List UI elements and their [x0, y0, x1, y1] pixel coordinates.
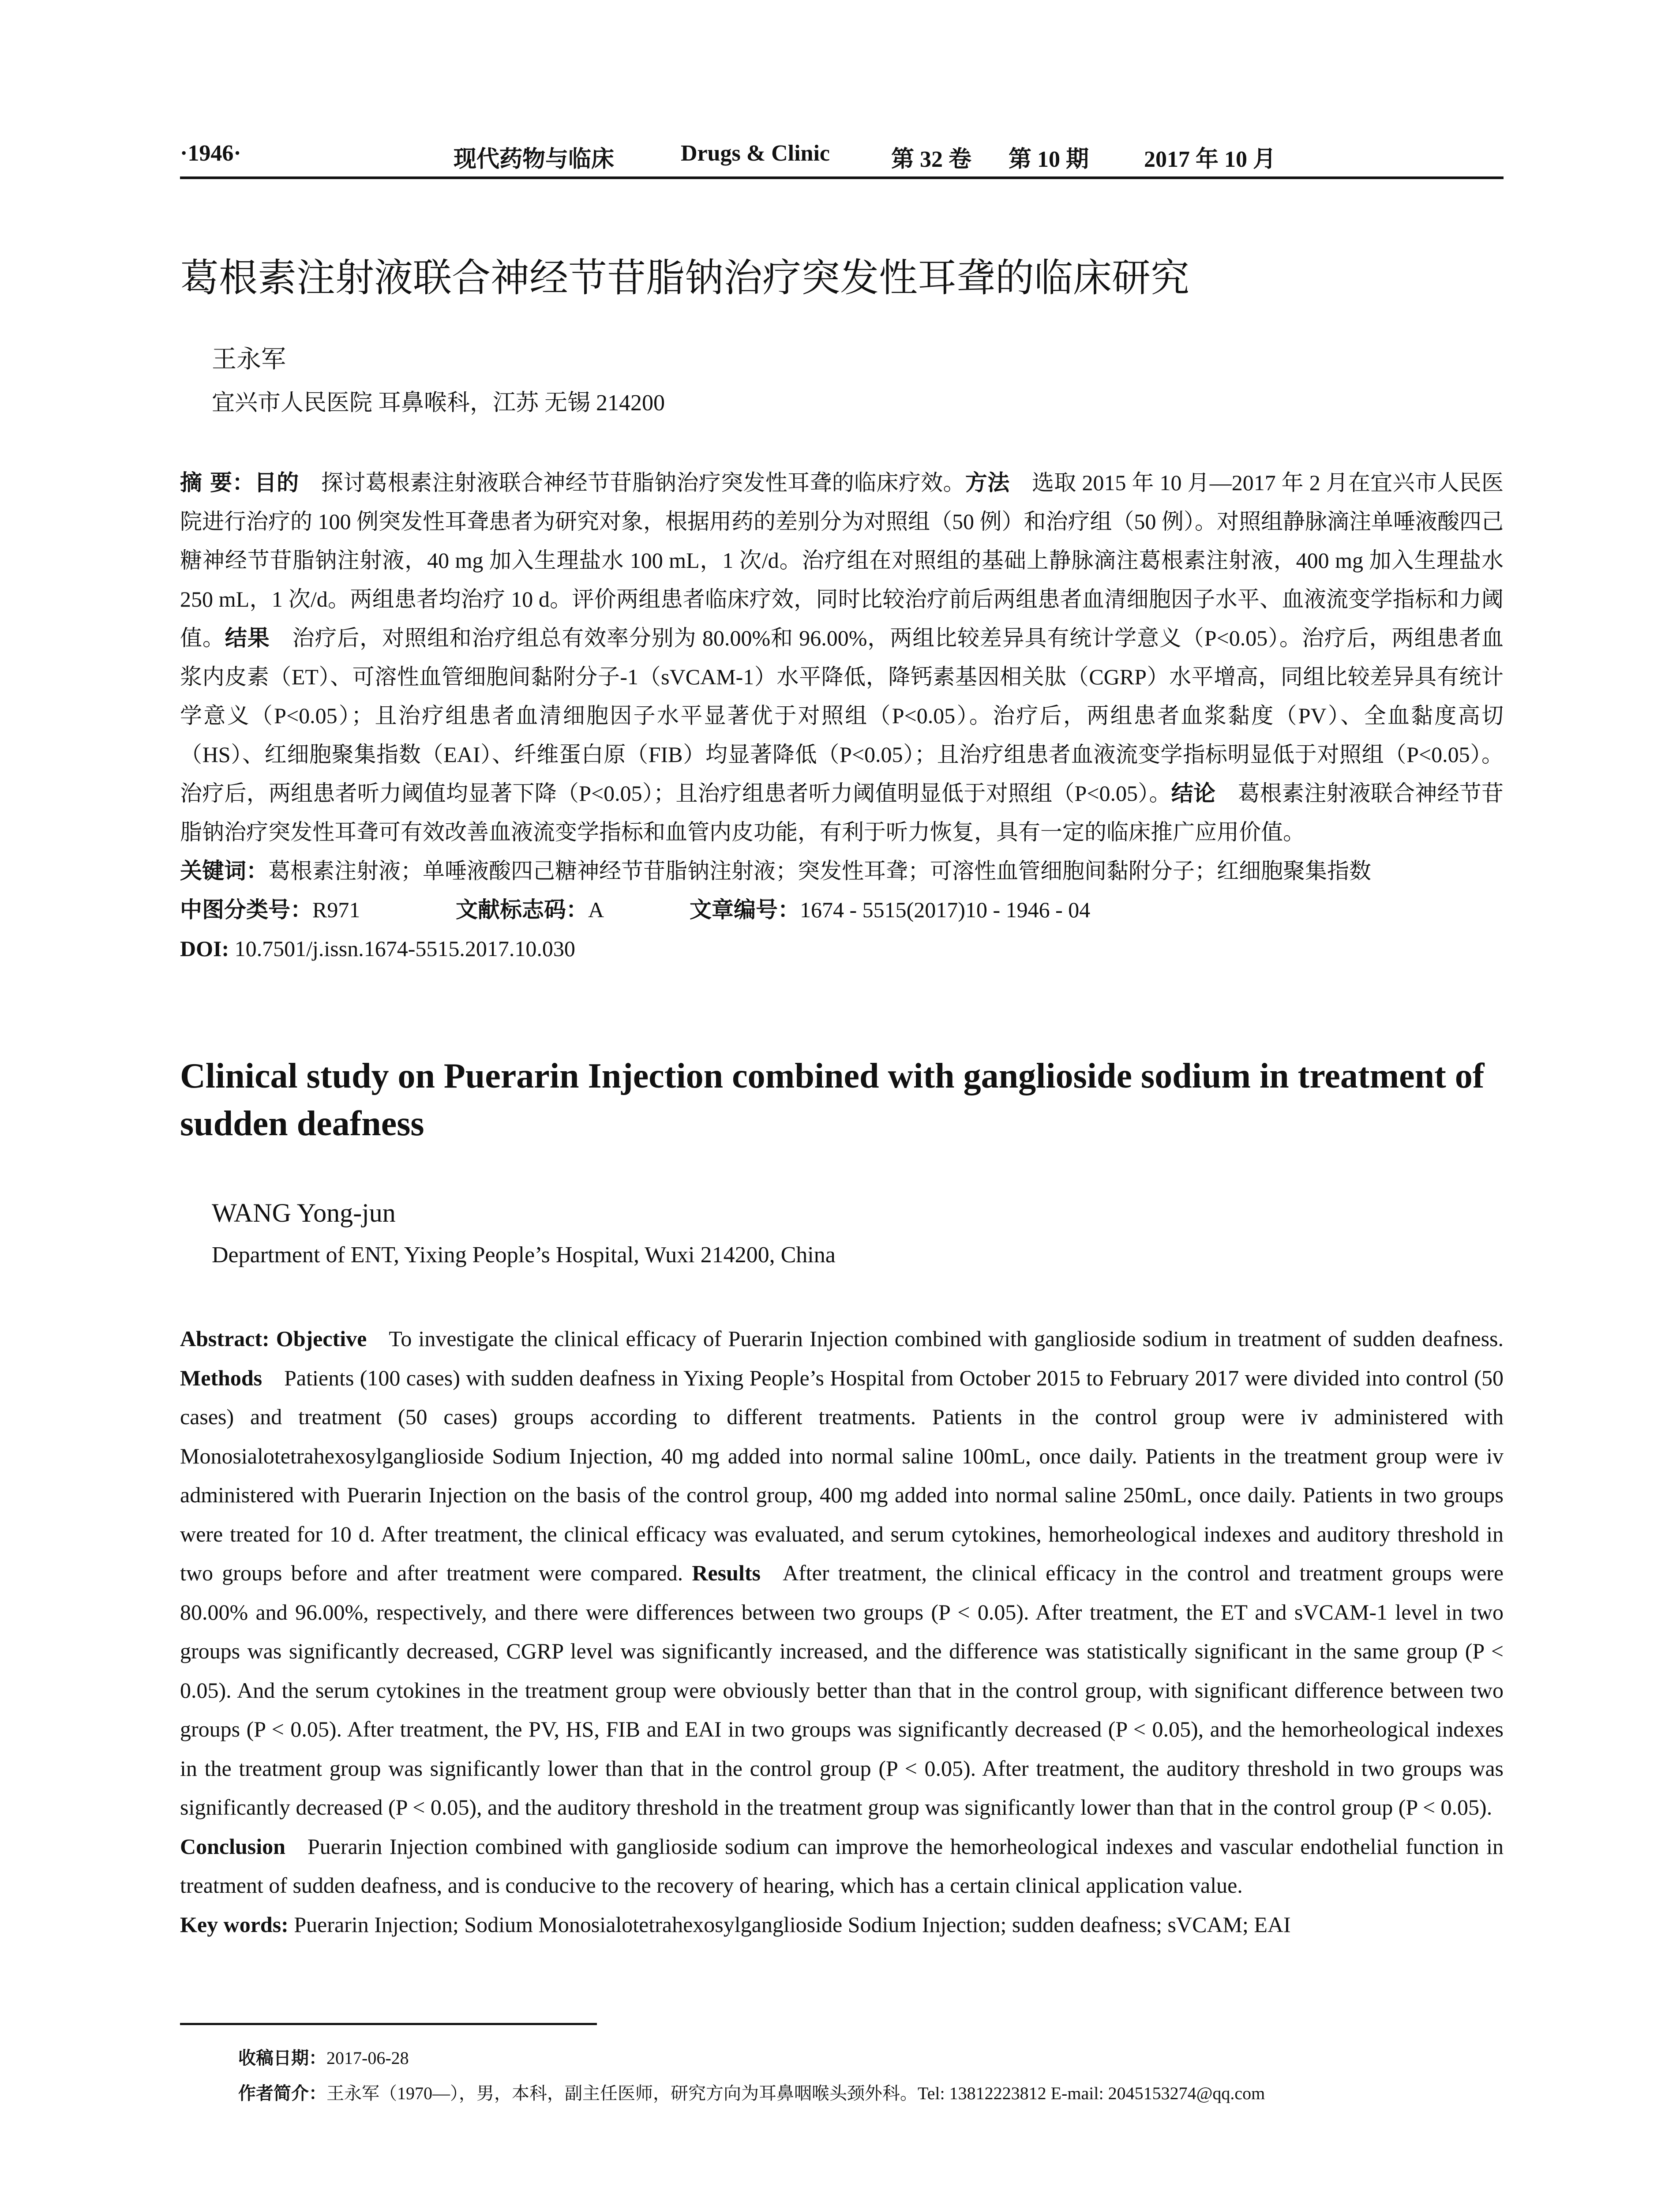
- volume: 第 32 卷: [891, 147, 972, 172]
- received-date: [238, 2041, 1265, 2076]
- en-title: Clinical study on Puerarin Injection combined with ganglioside sodium in treatment of sudden deafness: [180, 1057, 1485, 1143]
- doccode-value: A: [588, 897, 604, 922]
- cn-results-text: 治疗后，对照组和治疗组总有效率分别为 80.00%和 96.00%，两组比较差异具有统计学意义（P<0.05）。治疗后，两组患者血浆内皮素（ET）、可溶性血管细胞间黏附分子-1（sVCAM-1）水平降低，降钙素基因相关肽（CGRP）水平增高，同组比较差异具有统计学意义（P<0.05）；且治疗组患者血清细胞因子水平显著优于对照组（P<0.05）。治疗后，两组患者血浆黏度（PV）、全血黏度高切（HS）、红细胞聚集指数（EAI）、纤维蛋白原（FIB）均显著降低（P<0.05）；且治疗组患者血液流变学指标明显低于对照组（P<0.05）。治疗后，两组患者听力阈值均显著下降（P<0.05）；且治疗组患者听力阈值明显低于对照组（P<0.05）。: [180, 626, 1504, 806]
- en-conclusion-label: Conclusion: [180, 1834, 285, 1859]
- cn-keywords-text: 葛根素注射液；单唾液酸四己糖神经节苷脂钠注射液；突发性耳聋；可溶性血管细胞间黏附分子；红细胞聚集指数: [268, 859, 1371, 883]
- journal-title-cn: 现代药物与临床: [454, 146, 615, 173]
- cn-objective-text: 探讨葛根素注射液联合神经节苷脂钠治疗突发性耳聋的临床疗效。: [321, 470, 965, 495]
- en-results-text: After treatment, the clinical efficacy in the control and treatment groups were 80.00% and 96.00%, respectively, and there were differences between two groups (P < 0.05). After treatment, the ET and sVCAM-1 level in two groups was significantly decreased, CGRP level was significantly increased, and the difference was statistically significant in the same group (P < 0.05). And the serum cytokines in the treatment group were obviously better than that in the control group, with significant difference between two groups (P < 0.05). After treatment, the PV, HS, FIB and EAI in two groups was significantly decreased (P < 0.05), and the hemorheological indexes in the treatment group was significantly lower than that in the control group (P < 0.05). After treatment, the auditory threshold in two groups was significantly decreased (P < 0.05), and the auditory threshold in the treatment group was significantly lower than that in the control group (P < 0.05).: [180, 1561, 1504, 1820]
- clc-label: 中图分类号：: [180, 897, 312, 923]
- doccode-label: 文献标志码：: [456, 897, 588, 923]
- cn-abstract-block: [180, 463, 1504, 968]
- cn-conclusion-text: 葛根素注射液联合神经节苷脂钠治疗突发性耳聋可有效改善血液流变学指标和血管内皮功能，有利于听力恢复，具有一定的临床推广应用价值。: [180, 781, 1504, 844]
- en-objective-text: To investigate the clinical efficacy of Puerarin Injection combined with ganglioside sodium in treatment of sudden deafness.: [389, 1326, 1504, 1351]
- cn-abstract: [180, 463, 1504, 852]
- cn-keywords-label: 关键词：: [180, 858, 268, 884]
- en-affiliation: Department of ENT, Yixing People’s Hospital, Wuxi 214200, China: [212, 1242, 836, 1268]
- bio-label: 作者简介：: [238, 2083, 326, 2104]
- en-abstract-block: [180, 1319, 1504, 1944]
- issue: 第 10 期: [1009, 147, 1089, 172]
- cn-keywords: [180, 852, 1504, 890]
- doi-label: DOI:: [180, 936, 229, 961]
- en-abstract-label: Abstract: Objective: [180, 1326, 367, 1351]
- page-number: ·1946·: [180, 141, 241, 166]
- clc-value: R971: [312, 897, 360, 922]
- article-no-label: 文章编号：: [690, 897, 800, 923]
- cn-author: 王永军: [212, 346, 286, 373]
- bio-value: 王永军（1970—），男，本科，副主任医师，研究方向为耳鼻咽喉头颈外科。Tel: 13812223812 E-mail: 2045153274@qq.com: [326, 2083, 1265, 2103]
- cn-abstract-label: 摘 要：: [180, 470, 255, 495]
- en-results-label: Results: [692, 1561, 761, 1585]
- en-keywords: [180, 1905, 1504, 1944]
- footnote-rule: [180, 2023, 597, 2025]
- cn-methods-label: 方法: [965, 470, 1010, 495]
- cn-results-label: 结果: [225, 625, 270, 651]
- cn-title: 葛根素注射液联合神经节苷脂钠治疗突发性耳聋的临床研究: [180, 255, 1190, 300]
- received-value: 2017-06-28: [326, 2048, 409, 2068]
- journal-title-en: Drugs & Clinic: [681, 141, 830, 166]
- doi-value: 10.7501/j.issn.1674-5515.2017.10.030: [234, 936, 575, 961]
- cn-classification-line: [180, 890, 1504, 929]
- en-abstract: [180, 1319, 1504, 1905]
- doi-line: [180, 929, 1504, 968]
- author-bio: [238, 2076, 1265, 2111]
- en-methods-text: Patients (100 cases) with sudden deafness in Yixing People’s Hospital from October 2015 to February 2017 were divided into control (50 cases) and treatment (50 cases) groups according to different treatments. Patients in the control group were iv administered with Monosialotetrahexosylganglioside Sodium Injection, 40 mg added into normal saline 100mL, once daily. Patients in the treatment group were iv administered with Puerarin Injection on the basis of the control group, 400 mg added into normal saline 250mL, once daily. Patients in two groups were treated for 10 d. After treatment, the clinical efficacy was evaluated, and serum cytokines, hemorheological indexes and auditory threshold in two groups before and after treatment were compared.: [180, 1365, 1504, 1585]
- en-conclusion-text: Puerarin Injection combined with ganglioside sodium can improve the hemorheological indexes and vascular endothelial function in treatment of sudden deafness, and is conducive to the recovery of hearing, which has a certain clinical application value.: [180, 1834, 1504, 1898]
- received-label: 收稿日期：: [238, 2048, 326, 2068]
- en-methods-label: Methods: [180, 1365, 262, 1390]
- issue-date: 2017 年 10 月: [1144, 147, 1276, 172]
- en-author: WANG Yong-jun: [212, 1198, 396, 1227]
- header-rule: [180, 176, 1504, 179]
- footnote: [238, 2041, 1265, 2111]
- cn-methods-text: 选取 2015 年 10 月—2017 年 2 月在宜兴市人民医院进行治疗的 100 例突发性耳聋患者为研究对象，根据用药的差别分为对照组（50 例）和治疗组（50 例）。对照组静脉滴注单唾液酸四己糖神经节苷脂钠注射液，40 mg 加入生理盐水 100 mL，1 次/d。治疗组在对照组的基础上静脉滴注葛根素注射液，400 mg 加入生理盐水 250 mL，1 次/d。两组患者均治疗 10 d。评价两组患者临床疗效，同时比较治疗前后两组患者血清细胞因子水平、血液流变学指标和力阈值。: [180, 470, 1504, 650]
- cn-conclusion-label: 结论: [1171, 780, 1216, 806]
- running-header: [180, 140, 1504, 176]
- en-keywords-label: Key words:: [180, 1912, 289, 1937]
- cn-objective-label: 目的: [254, 470, 299, 495]
- article-no-value: 1674 - 5515(2017)10 - 1946 - 04: [800, 897, 1091, 922]
- en-keywords-text: Puerarin Injection; Sodium Monosialotetrahexosylganglioside Sodium Injection; sudden deafness; sVCAM; EAI: [294, 1912, 1291, 1937]
- cn-affiliation: 宜兴市人民医院 耳鼻喉科，江苏 无锡 214200: [212, 390, 665, 416]
